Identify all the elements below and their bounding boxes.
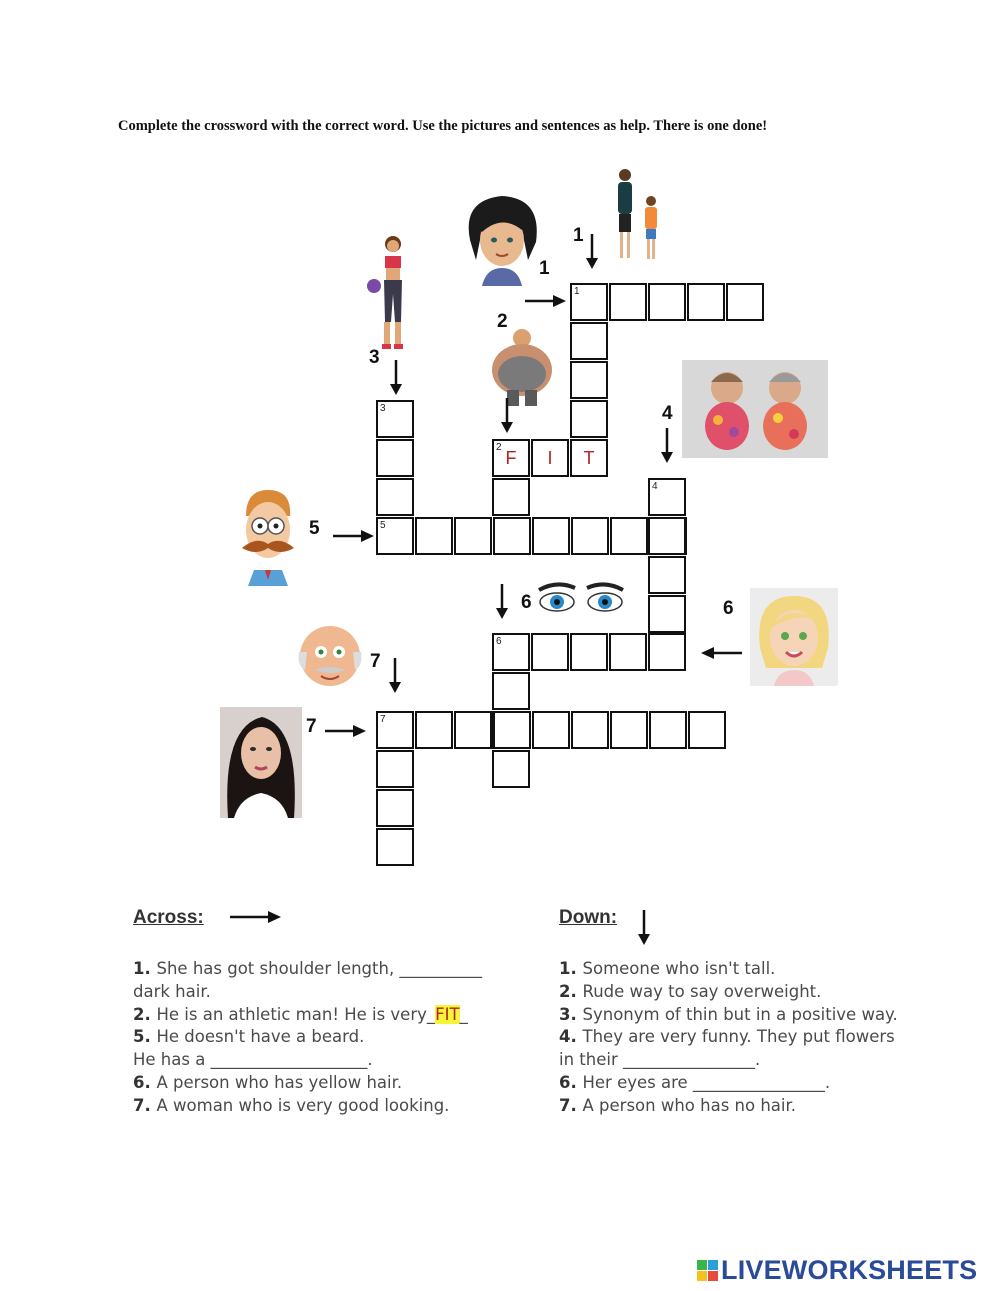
- clue-text: He is an athletic man! He is very_: [156, 1004, 436, 1024]
- across-clue-list: [133, 958, 482, 1118]
- cell-number: 5: [380, 520, 386, 531]
- arrow-right-icon: [333, 529, 375, 543]
- crossword-cell[interactable]: [570, 633, 608, 671]
- across-clue: [133, 1049, 482, 1072]
- crossword-letter-input[interactable]: [494, 441, 528, 475]
- blue-eyes-picture: [537, 580, 625, 616]
- crossword-letter-input[interactable]: [650, 480, 684, 514]
- across-clue: [133, 981, 482, 1004]
- clue-text: Her eyes are ________________.: [582, 1072, 831, 1092]
- crossword-letter-input[interactable]: [534, 713, 568, 747]
- crossword-letter-input[interactable]: [378, 519, 412, 553]
- crossword-cell[interactable]: [570, 361, 608, 399]
- across-title: Across:: [133, 907, 204, 928]
- across-clue: [133, 958, 482, 981]
- crossword-letter-input[interactable]: [612, 713, 646, 747]
- arrow-left-icon: [700, 646, 742, 660]
- clue-text: in their ________________.: [559, 1050, 761, 1070]
- crossword-letter-input[interactable]: [572, 285, 606, 319]
- arrow-right-icon: [230, 910, 282, 924]
- across-clue: [133, 1026, 482, 1049]
- clue-number: 2.: [133, 1004, 157, 1024]
- crossword-cell[interactable]: [610, 517, 648, 555]
- crossword-cell[interactable]: [609, 633, 647, 671]
- down-clue: [559, 1072, 898, 1095]
- clue-number: 6.: [559, 1072, 583, 1092]
- crossword-cell[interactable]: [415, 517, 453, 555]
- crossword-letter-input[interactable]: [651, 713, 685, 747]
- crossword-cell[interactable]: [648, 283, 686, 321]
- clue-label-down-3: 3: [369, 347, 380, 368]
- crossword-letter-input[interactable]: [572, 402, 606, 436]
- cell-number: 4: [652, 481, 658, 492]
- crossword-cell[interactable]: [609, 283, 647, 321]
- crossword-letter-input[interactable]: [689, 285, 723, 319]
- down-clue: [559, 1026, 898, 1049]
- clue-text: Synonym of thin but in a positive way.: [582, 1004, 898, 1024]
- crossword-cell[interactable]: [532, 517, 570, 555]
- crossword-letter-input[interactable]: [573, 519, 607, 553]
- arrow-down-icon: [660, 428, 674, 464]
- crossword-letter-input[interactable]: [650, 285, 684, 319]
- crossword-cell[interactable]: [376, 478, 414, 516]
- crossword-cell[interactable]: [687, 283, 725, 321]
- arrow-right-icon: [525, 294, 567, 308]
- crossword-cell[interactable]: [376, 828, 414, 866]
- crossword-cell[interactable]: [649, 711, 687, 749]
- crossword-letter-input[interactable]: [378, 830, 412, 864]
- crossword-cell[interactable]: [570, 400, 608, 438]
- cell-number: 2: [496, 442, 502, 453]
- clue-text: They are very funny. They put flowers: [582, 1027, 895, 1047]
- crossword-letter-input[interactable]: [612, 519, 646, 553]
- crossword-letter-input[interactable]: [378, 402, 412, 436]
- crossword-cell[interactable]: [376, 439, 414, 477]
- logo-square: [697, 1260, 707, 1270]
- clue-text: A woman who is very good looking.: [156, 1095, 450, 1115]
- clue-label-across-1: 1: [539, 258, 550, 279]
- clue-text: Rude way to say overweight.: [582, 981, 822, 1001]
- down-clue: [559, 958, 898, 981]
- down-title: Down:: [559, 907, 618, 928]
- clue-number: 4.: [559, 1027, 583, 1047]
- crossword-cell[interactable]: [454, 517, 492, 555]
- man-with-moustache-picture: [232, 486, 304, 588]
- clue-label-across-7: 7: [306, 716, 317, 737]
- down-clue: [559, 981, 898, 1004]
- clue-number: 6.: [133, 1072, 157, 1092]
- logo-mark-icon: [697, 1260, 718, 1281]
- crossword-letter-input[interactable]: [494, 635, 528, 669]
- clue-text: Someone who isn't tall.: [582, 959, 776, 978]
- arrow-down-icon: [500, 398, 514, 434]
- blonde-woman-picture: [750, 588, 838, 686]
- crossword-cell[interactable]: [493, 517, 531, 555]
- crossword-letter-input[interactable]: [572, 324, 606, 358]
- crossword-letter-input[interactable]: [533, 441, 567, 475]
- crossword-letter-input[interactable]: [533, 635, 567, 669]
- clue-label-down-1: 1: [573, 225, 584, 246]
- athletic-woman-picture: [365, 232, 420, 352]
- down-clue: [559, 1049, 898, 1072]
- crossword-letter-input[interactable]: [690, 713, 724, 747]
- crossword-letter-input[interactable]: [650, 519, 684, 553]
- clue-number: 2.: [559, 981, 583, 1001]
- crossword-letter-input[interactable]: [494, 674, 528, 708]
- crossword-letter-input[interactable]: [378, 713, 412, 747]
- arrow-down-icon: [495, 584, 509, 620]
- crossword-letter-input[interactable]: [417, 713, 451, 747]
- crossword-letter-input[interactable]: [495, 713, 529, 747]
- bearded-men-with-flowers-picture: [682, 360, 828, 458]
- crossword-letter-input[interactable]: [572, 363, 606, 397]
- arrow-right-icon: [325, 724, 367, 738]
- crossword-cell[interactable]: [493, 711, 531, 749]
- crossword-cell[interactable]: [492, 478, 530, 516]
- crossword-letter-input[interactable]: [573, 713, 607, 747]
- cell-number: 7: [380, 714, 386, 725]
- clue-text: He has a ___________________.: [133, 1050, 373, 1070]
- mother-and-child-picture: [605, 165, 670, 265]
- example-answer: FIT: [435, 1004, 460, 1024]
- down-clue-list: [559, 958, 898, 1118]
- crossword-letter-input[interactable]: [611, 635, 645, 669]
- clue-label-down-7: 7: [370, 651, 381, 672]
- logo-square: [697, 1271, 707, 1281]
- crossword-cell[interactable]: [648, 633, 686, 671]
- crossword-cell[interactable]: [376, 711, 414, 749]
- clue-text: She has got shoulder length, __________: [156, 959, 482, 978]
- crossword-cell[interactable]: [376, 517, 414, 555]
- crossword-letter-input[interactable]: [728, 285, 762, 319]
- crossword-cell[interactable]: [454, 711, 492, 749]
- crossword-cell[interactable]: [532, 711, 570, 749]
- logo-square: [708, 1260, 718, 1270]
- across-clue: [133, 1095, 482, 1118]
- clue-label-down-6: 6: [521, 592, 532, 613]
- clue-number: 3.: [559, 1004, 583, 1024]
- clue-number: 1.: [559, 959, 583, 978]
- crossword-cell[interactable]: [492, 750, 530, 788]
- clue-label-across-2: 2: [497, 311, 508, 332]
- crossword-letter-input[interactable]: [650, 635, 684, 669]
- instructions: Complete the crossword with the correct word. Use the pictures and sentences as help. There is one done!: [118, 118, 768, 134]
- crossword-cell[interactable]: [415, 711, 453, 749]
- crossword-cell[interactable]: [571, 711, 609, 749]
- arrow-down-icon: [388, 658, 402, 694]
- crossword-letter-input[interactable]: [572, 441, 606, 475]
- woman-dark-hair-picture: [462, 190, 542, 286]
- crossword-cell[interactable]: [688, 711, 726, 749]
- clue-text: He doesn't have a beard.: [156, 1027, 365, 1047]
- beautiful-woman-picture: [220, 707, 302, 818]
- crossword-letter-input[interactable]: [378, 480, 412, 514]
- clue-text: A person who has yellow hair.: [156, 1072, 403, 1092]
- crossword-cell[interactable]: [570, 322, 608, 360]
- crossword-cell[interactable]: [531, 633, 569, 671]
- arrow-down-icon: [637, 910, 651, 946]
- crossword-letter-input[interactable]: [456, 713, 490, 747]
- clue-number: 1.: [133, 959, 157, 978]
- crossword-letter-input[interactable]: [495, 519, 529, 553]
- crossword-cell[interactable]: [376, 400, 414, 438]
- across-clue: [133, 1072, 482, 1095]
- crossword-letter-input[interactable]: [378, 441, 412, 475]
- crossword-cell[interactable]: [648, 595, 686, 633]
- crossword-letter-input[interactable]: [494, 752, 528, 786]
- logo-text: LIVEWORKSHEETS: [721, 1255, 978, 1285]
- clue-text: A person who has no hair.: [582, 1095, 797, 1115]
- overweight-man-picture: [487, 324, 557, 410]
- crossword-letter-input[interactable]: [650, 558, 684, 592]
- crossword-letter-input[interactable]: [534, 519, 568, 553]
- arrow-down-icon: [585, 234, 599, 270]
- clue-number: 7.: [559, 1095, 583, 1115]
- crossword-cell[interactable]: [726, 283, 764, 321]
- cell-number: 3: [380, 403, 386, 414]
- down-clue: [559, 1004, 898, 1027]
- crossword-letter-input[interactable]: [650, 597, 684, 631]
- crossword-cell[interactable]: [610, 711, 648, 749]
- bald-man-picture: [293, 622, 367, 690]
- across-clue: [133, 1004, 482, 1027]
- crossword-cell[interactable]: [570, 283, 608, 321]
- cell-number: 6: [496, 636, 502, 647]
- crossword-letter-input[interactable]: [611, 285, 645, 319]
- crossword-cell[interactable]: [376, 750, 414, 788]
- crossword-letter-input[interactable]: [494, 480, 528, 514]
- crossword-cell[interactable]: [648, 517, 686, 555]
- clue-number: 7.: [133, 1095, 157, 1115]
- crossword-cell[interactable]: [571, 517, 609, 555]
- clue-text: dark hair.: [133, 981, 211, 1001]
- crossword-cell[interactable]: [648, 478, 686, 516]
- clue-text: _: [459, 1004, 468, 1024]
- crossword-letter-input[interactable]: [456, 519, 490, 553]
- crossword-cell[interactable]: [570, 439, 608, 477]
- crossword-cell[interactable]: [531, 439, 569, 477]
- crossword-letter-input[interactable]: [417, 519, 451, 553]
- clue-label-down-4: 4: [662, 403, 673, 424]
- crossword-cell[interactable]: [376, 789, 414, 827]
- liveworksheets-logo: [697, 1255, 977, 1286]
- crossword-letter-input[interactable]: [378, 791, 412, 825]
- crossword-letter-input[interactable]: [572, 635, 606, 669]
- crossword-letter-input[interactable]: [378, 752, 412, 786]
- clue-number: 5.: [133, 1027, 157, 1047]
- crossword-cell[interactable]: [648, 556, 686, 594]
- clue-label-across-5: 5: [309, 518, 320, 539]
- arrow-down-icon: [389, 360, 403, 396]
- crossword-cell[interactable]: [492, 672, 530, 710]
- logo-square: [708, 1271, 718, 1281]
- crossword-cell[interactable]: [492, 439, 530, 477]
- clue-label-across-6: 6: [723, 598, 734, 619]
- down-clue: [559, 1095, 898, 1118]
- cell-number: 1: [574, 286, 580, 297]
- crossword-cell[interactable]: [492, 633, 530, 671]
